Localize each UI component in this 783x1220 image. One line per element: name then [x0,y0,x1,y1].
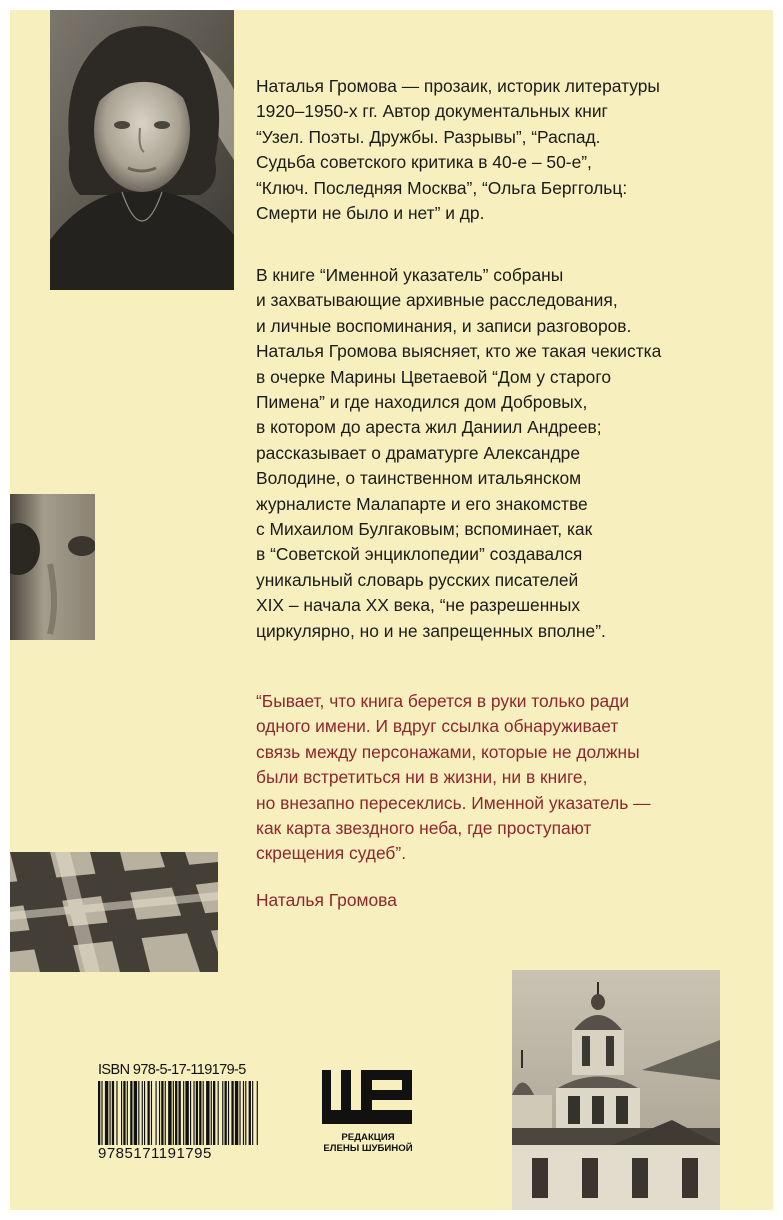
bio-line: “Ключ. Последняя Москва”, “Ольга Берггольц: [256,177,628,198]
barcode-digits: 9785171191795 [98,1145,212,1162]
bio-line: “Узел. Поэты. Дружбы. Разрывы”, “Распад. [256,126,601,147]
description-line: уникальный словарь русских писателей [256,569,579,590]
book-description [256,263,726,644]
description-line: в котором до ареста жил Даниил Андреев; [256,417,602,438]
description-line: XIX – начала XX века, “не разрешенных [256,595,581,616]
quote-author: Наталья Громова [256,890,397,910]
bio-line: Наталья Громова — прозаик, историк литературы [256,76,660,96]
book-back-cover [10,10,773,1210]
imprint-line: РЕДАКЦИЯ [341,1132,395,1143]
bio-line: Смерти не было и нет” и др. [256,203,485,224]
author-bio [256,74,726,226]
quote-line: как карта звездного неба, где проступают [256,818,592,839]
quote-line: “Бывает, что книга берется в руки только ради [256,691,630,711]
description-line: и личные воспоминания, и записи разговоров. [256,315,632,336]
imprint-line: ЕЛЕНЫ ШУБИНОЙ [323,1143,413,1154]
author-quote [256,689,726,867]
author-portrait-photo [50,10,234,290]
quote-line: но внезапно пересеклись. Именной указатель — [256,792,651,813]
publisher-imprint [316,1132,420,1154]
description-line: Пимена” и где находился дом Добровых, [256,392,588,413]
bio-line: 1920–1950-х гг. Автор документальных книг [256,101,608,122]
description-line: циркулярно, но и не запрещенных вполне”. [256,620,606,641]
description-line: в “Советской энциклопедии” создавался [256,544,583,565]
church-photo [512,970,720,1210]
description-line: и захватывающие архивные расследования, [256,290,618,311]
description-line: Володине, о таинственном итальянском [256,468,582,489]
quote-line: связь между персонажами, которые не должны [256,741,640,762]
plaid-fabric-photo [10,852,218,972]
quote-line: скрещения судеб”. [256,843,407,864]
isbn-label: ISBN 978-5-17-119179-5 [98,1062,246,1078]
bio-line: Судьба советского критика в 40-е – 50-е”, [256,152,592,173]
description-line: рассказывает о драматурге Александре [256,442,581,463]
description-line: в очерке Марины Цветаевой “Дом у старого [256,366,611,387]
quote-line: были встретиться ни в жизни, ни в книге, [256,767,588,788]
description-line: журналисте Малапарте и его знакомстве [256,493,588,514]
quote-line: одного имени. И вдруг ссылка обнаруживает [256,716,619,737]
eyes-closeup-photo [10,494,95,640]
description-line: Наталья Громова выясняет, кто же такая чекистка [256,341,662,362]
barcode [98,1081,260,1145]
description-line: с Михаилом Булгаковым; вспоминает, как [256,519,593,540]
description-line: В книге “Именной указатель” собраны [256,265,564,285]
